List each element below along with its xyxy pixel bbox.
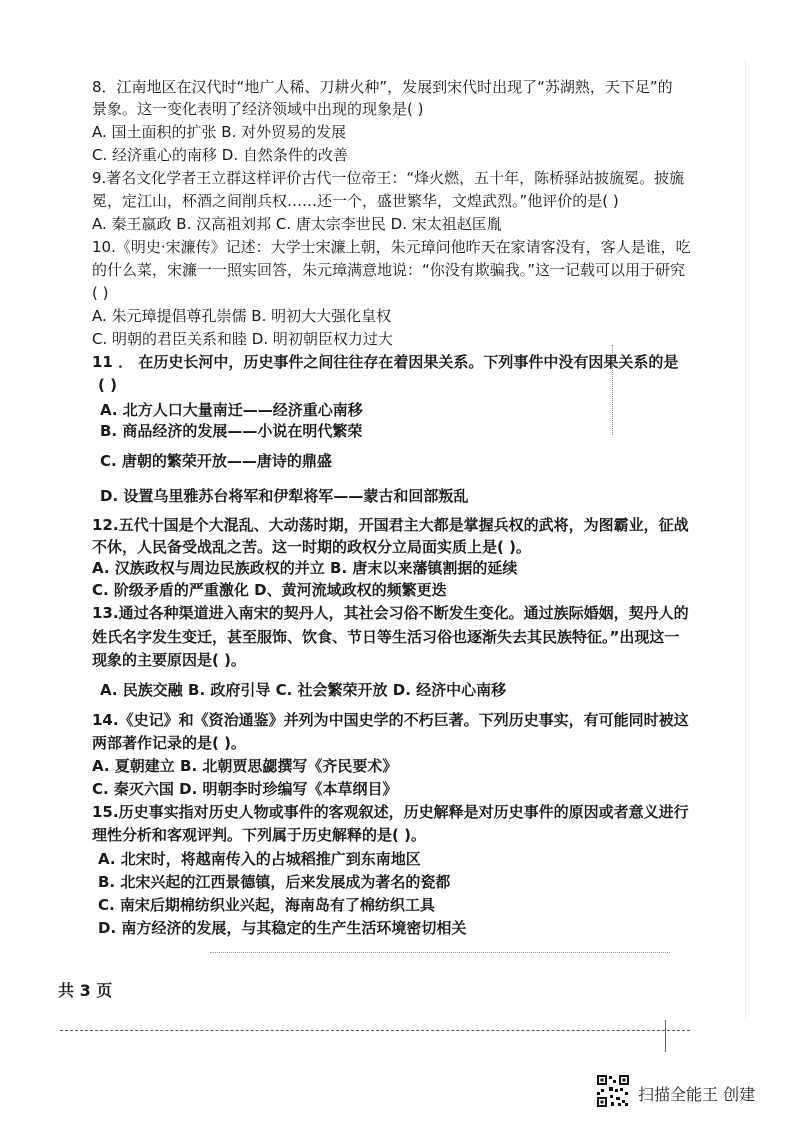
q12-options-cd: C. 阶级矛盾的严重激化 D、黄河流域政权的频繁更迭: [92, 581, 447, 599]
q11-answer-bracket: ( ): [98, 376, 117, 394]
q10-answer-bracket: ( ): [92, 284, 109, 302]
q10-options-cd: C. 明朝的君臣关系和睦 D. 明初朝臣权力过大: [92, 330, 393, 348]
q15-stem-line1: 15.历史事实指对历史人物或事件的客观叙述，历史解释是对历史事件的原因或者意义进行: [92, 803, 689, 821]
q10-stem-line1: 10.《明史·宋濂传》记述：大学士宋濂上朝，朱元璋问他昨天在家请客没有，客人是谁，吃: [92, 238, 691, 256]
q13-options: A. 民族交融 B. 政府引导 C. 社会繁荣开放 D. 经济中心南移: [100, 681, 507, 699]
q9-stem-line1: 9.著名文化学者王立群这样评价古代一位帝王：“烽火燃，五十年，陈桥驿站披旒冕。披旒: [92, 169, 685, 187]
q9-options: A. 秦王嬴政 B. 汉高祖刘邦 C. 唐太宗李世民 D. 宋太祖赵匡胤: [92, 215, 502, 233]
q13-stem-line1: 13.通过各种渠道进入南宋的契丹人，其社会习俗不断发生变化。通过族际婚姻，契丹人的: [92, 604, 689, 622]
q11-option-c: C. 唐朝的繁荣开放——唐诗的鼎盛: [100, 452, 332, 470]
scan-rule-top: [210, 952, 670, 953]
q14-stem-line2: 两部著作记录的是( )。: [92, 734, 246, 752]
q10-options-ab: A. 朱元璋提倡尊孔崇儒 B. 明初大大强化皇权: [92, 307, 392, 325]
q8-options-ab: A. 国土面积的扩张 B. 对外贸易的发展: [92, 123, 347, 141]
scan-rule-bottom: [60, 1030, 690, 1031]
q11-option-b: B. 商品经济的发展——小说在明代繁荣: [100, 422, 363, 440]
q9-stem-line2: 冕，定江山，杯酒之间削兵权……还一个，盛世繁华，文煌武烈。”他评价的是( ): [92, 192, 619, 210]
q15-option-a: A. 北宋时，将越南传入的占城稻推广到东南地区: [98, 850, 421, 868]
scan-edge-mark: [612, 345, 613, 435]
q11-option-a: A. 北方人口大量南迁——经济重心南移: [100, 401, 363, 419]
qr-code-icon: [596, 1074, 630, 1108]
q8-stem-line1: 8．江南地区在汉代时“地广人稀、刀耕火种”，发展到宋代时出现了“苏湖熟，天下足”的: [92, 78, 673, 96]
q14-stem-line1: 14.《史记》和《资治通鉴》并列为中国史学的不朽巨著。下列历史事实，有可能同时被这: [92, 711, 689, 729]
q10-stem-line2: 的什么菜，宋濂一一照实回答，朱元璋满意地说：“你没有欺骗我。”这一记载可以用于研究: [92, 261, 686, 279]
q8-options-cd: C. 经济重心的南移 D. 自然条件的改善: [92, 146, 348, 164]
q13-stem-line2: 姓氏名字发生变迁，甚至服饰、饮食、节日等生活习俗也逐渐失去其民族特征。”出现这一: [92, 628, 680, 646]
camscanner-watermark: [596, 1074, 776, 1114]
scan-bottom-tick: [665, 1020, 666, 1052]
q15-option-b: B. 北宋兴起的江西景德镇，后来发展成为著名的瓷都: [98, 873, 451, 891]
q12-options-ab: A. 汉族政权与周边民族政权的并立 B. 唐末以来藩镇割据的延续: [92, 559, 518, 577]
q12-stem-line2: 不休，人民备受战乱之苦。这一时期的政权分立局面实质上是( )。: [92, 538, 531, 556]
q8-stem-line2: 景象。这一变化表明了经济领域中出现的现象是( ): [92, 100, 424, 118]
q15-option-d: D. 南方经济的发展，与其稳定的生产生活环境密切相关: [98, 919, 467, 937]
scan-page-edge: [745, 60, 746, 1020]
q14-options-ab: A. 夏朝建立 B. 北朝贾思勰撰写《齐民要术》: [92, 757, 398, 775]
q12-stem-line1: 12.五代十国是个大混乱、大动荡时期，开国君主大都是掌握兵权的武将，为图霸业，征战: [92, 516, 689, 534]
q11-option-d: D. 设置乌里雅苏台将军和伊犁将军——蒙古和回部叛乱: [100, 487, 469, 505]
q13-stem-line3: 现象的主要原因是( )。: [92, 651, 246, 669]
q15-option-c: C. 南宋后期棉纺织业兴起，海南岛有了棉纺织工具: [98, 896, 435, 914]
page-count: 共 3 页: [58, 981, 113, 1000]
watermark-text: 扫描全能王 创建: [638, 1085, 756, 1104]
q14-options-cd: C. 秦灭六国 D. 明朝李时珍编写《本草纲目》: [92, 780, 398, 798]
q11-stem-line1: 11 ． 在历史长河中，历史事件之间往往存在着因果关系。下列事件中没有因果关系的是: [92, 353, 679, 371]
q15-stem-line2: 理性分析和客观评判。下列属于历史解释的是( )。: [92, 826, 426, 844]
